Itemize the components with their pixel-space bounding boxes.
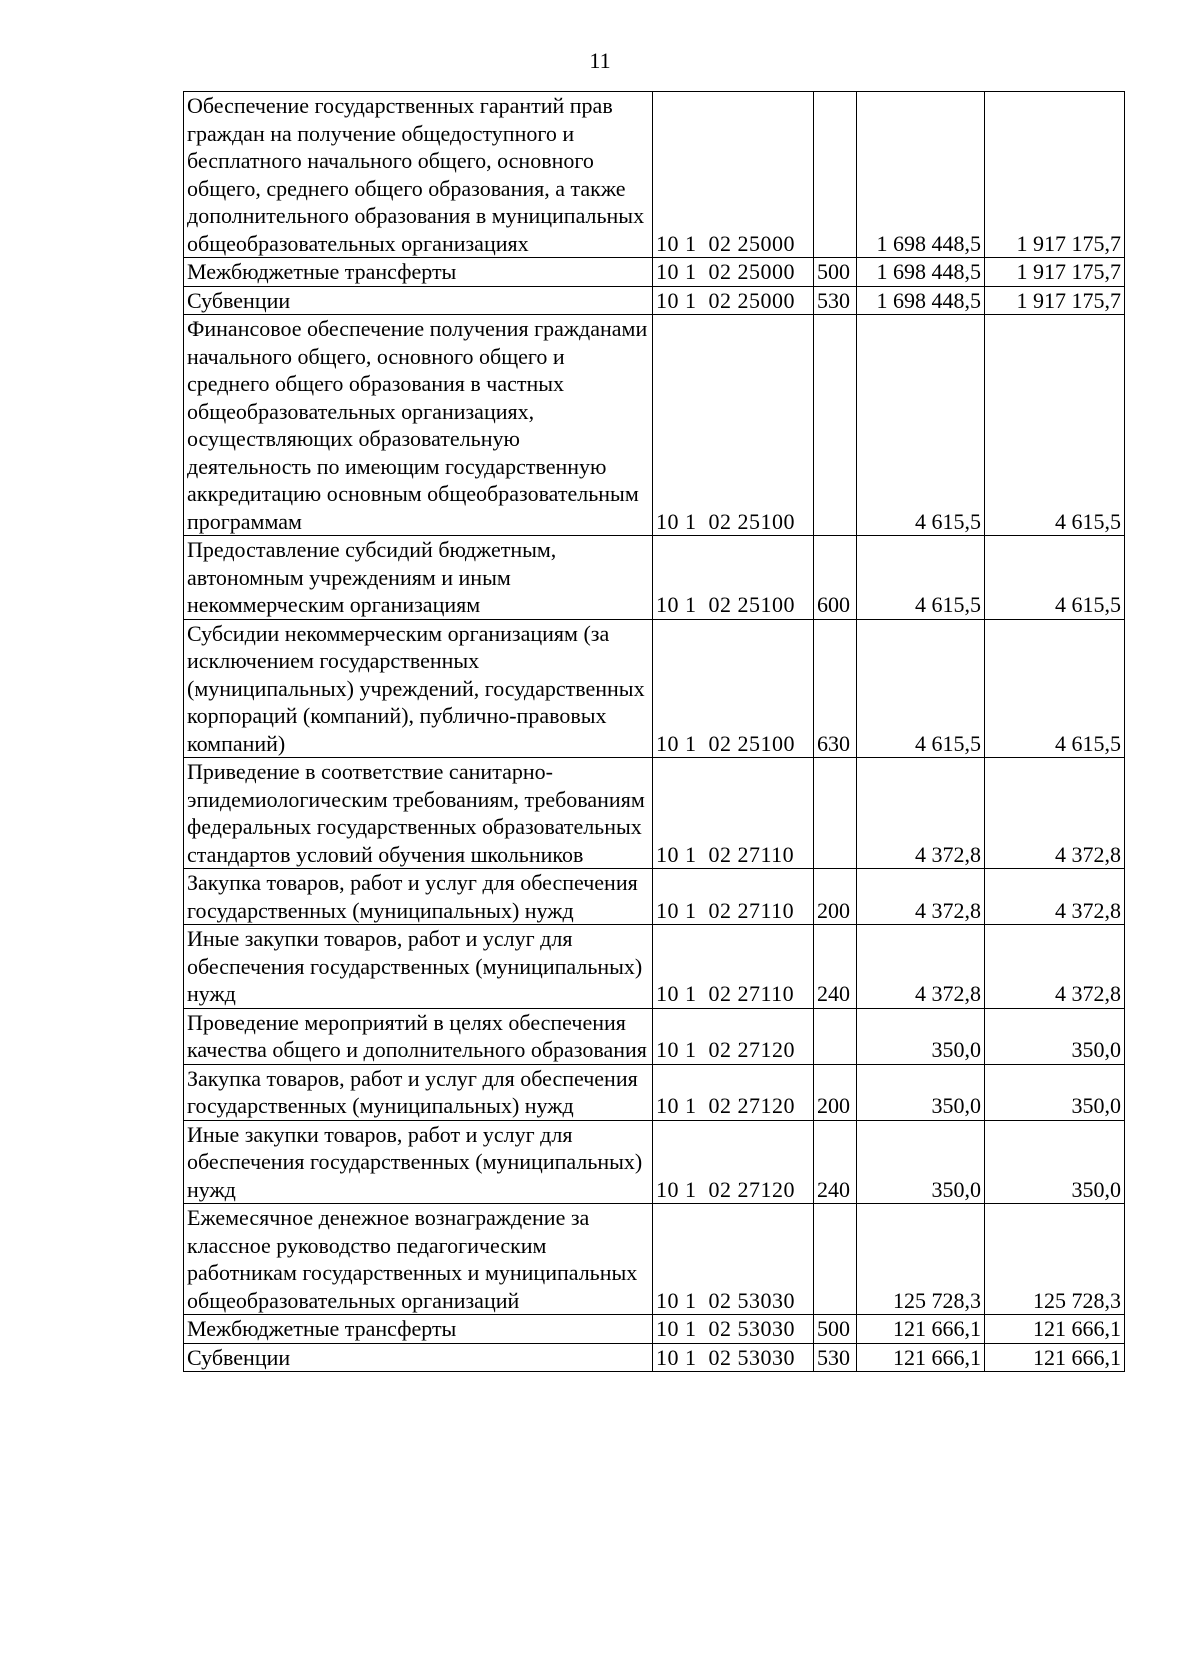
row-amount-year1-cell: 4 615,5	[857, 536, 985, 620]
table-row	[184, 1064, 1125, 1120]
table-row	[184, 536, 1125, 620]
row-amount-year1-cell: 350,0	[857, 1008, 985, 1064]
row-amount-year1-cell: 350,0	[857, 1120, 985, 1204]
row-name-cell: Субвенции	[184, 1343, 653, 1372]
table-row	[184, 758, 1125, 869]
row-name-cell: Закупка товаров, работ и услуг для обеспечения государственных (муниципальных) нужд	[184, 1064, 653, 1120]
table-row	[184, 315, 1125, 536]
row-expense-type-cell: 200	[814, 869, 857, 925]
table-row	[184, 1315, 1125, 1344]
row-amount-year2-cell: 1 917 175,7	[985, 92, 1125, 258]
row-name-cell: Иные закупки товаров, работ и услуг для обеспечения государственных (муниципальных) нужд	[184, 1120, 653, 1204]
table-row	[184, 92, 1125, 258]
row-expense-type-cell	[814, 92, 857, 258]
row-amount-year1-cell: 121 666,1	[857, 1343, 985, 1372]
row-code-cell: 10 1 02 53030	[653, 1315, 814, 1344]
row-expense-type-cell	[814, 758, 857, 869]
row-expense-type-cell	[814, 315, 857, 536]
row-amount-year2-cell: 4 615,5	[985, 315, 1125, 536]
row-expense-type-cell: 200	[814, 1064, 857, 1120]
row-amount-year2-cell: 350,0	[985, 1120, 1125, 1204]
row-expense-type-cell: 240	[814, 1120, 857, 1204]
row-expense-type-cell: 530	[814, 1343, 857, 1372]
row-code-cell: 10 1 02 27110	[653, 869, 814, 925]
row-name-cell: Приведение в соответствие санитарно-эпидемиологическим требованиям, требованиям федеральных государственных образовательных стандартов условий обучения школьников	[184, 758, 653, 869]
row-amount-year2-cell: 1 917 175,7	[985, 258, 1125, 287]
row-expense-type-cell: 500	[814, 258, 857, 287]
row-amount-year1-cell: 4 372,8	[857, 925, 985, 1009]
row-amount-year2-cell: 121 666,1	[985, 1315, 1125, 1344]
row-amount-year1-cell: 1 698 448,5	[857, 92, 985, 258]
table-row	[184, 1008, 1125, 1064]
table-row	[184, 286, 1125, 315]
table-row	[184, 1120, 1125, 1204]
table-row	[184, 258, 1125, 287]
row-name-cell: Ежемесячное денежное вознаграждение за классное руководство педагогическим работникам государственных и муниципальных общеобразовательных организаций	[184, 1204, 653, 1315]
row-name-cell: Межбюджетные трансферты	[184, 258, 653, 287]
row-name-cell: Закупка товаров, работ и услуг для обеспечения государственных (муниципальных) нужд	[184, 869, 653, 925]
row-code-cell: 10 1 02 27120	[653, 1008, 814, 1064]
row-name-cell: Межбюджетные трансферты	[184, 1315, 653, 1344]
row-expense-type-cell: 630	[814, 619, 857, 758]
row-amount-year1-cell: 1 698 448,5	[857, 258, 985, 287]
row-code-cell: 10 1 02 27110	[653, 758, 814, 869]
row-amount-year2-cell: 4 372,8	[985, 758, 1125, 869]
row-amount-year2-cell: 4 615,5	[985, 536, 1125, 620]
row-expense-type-cell	[814, 1008, 857, 1064]
row-code-cell: 10 1 02 53030	[653, 1204, 814, 1315]
row-code-cell: 10 1 02 25100	[653, 619, 814, 758]
row-code-cell: 10 1 02 27110	[653, 925, 814, 1009]
row-expense-type-cell: 600	[814, 536, 857, 620]
row-code-cell: 10 1 02 25000	[653, 258, 814, 287]
row-expense-type-cell: 240	[814, 925, 857, 1009]
row-amount-year2-cell: 4 615,5	[985, 619, 1125, 758]
row-name-cell: Субвенции	[184, 286, 653, 315]
row-code-cell: 10 1 02 27120	[653, 1120, 814, 1204]
budget-table-body	[184, 92, 1125, 1372]
row-amount-year2-cell: 4 372,8	[985, 925, 1125, 1009]
row-expense-type-cell: 530	[814, 286, 857, 315]
table-row	[184, 869, 1125, 925]
row-code-cell: 10 1 02 25100	[653, 536, 814, 620]
row-amount-year2-cell: 350,0	[985, 1008, 1125, 1064]
row-expense-type-cell	[814, 1204, 857, 1315]
row-name-cell: Обеспечение государственных гарантий прав граждан на получение общедоступного и бесплатного начального общего, основного общего, среднего общего образования, а также дополнительного образования в муниципальных общеобразовательных организациях	[184, 92, 653, 258]
row-name-cell: Предоставление субсидий бюджетным, автономным учреждениям и иным некоммерческим организациям	[184, 536, 653, 620]
row-code-cell: 10 1 02 25000	[653, 92, 814, 258]
row-amount-year2-cell: 4 372,8	[985, 869, 1125, 925]
row-code-cell: 10 1 02 25100	[653, 315, 814, 536]
row-amount-year2-cell: 1 917 175,7	[985, 286, 1125, 315]
row-amount-year2-cell: 121 666,1	[985, 1343, 1125, 1372]
row-amount-year1-cell: 4 615,5	[857, 619, 985, 758]
row-code-cell: 10 1 02 53030	[653, 1343, 814, 1372]
row-name-cell: Иные закупки товаров, работ и услуг для обеспечения государственных (муниципальных) нужд	[184, 925, 653, 1009]
row-amount-year1-cell: 125 728,3	[857, 1204, 985, 1315]
row-amount-year1-cell: 4 372,8	[857, 758, 985, 869]
row-code-cell: 10 1 02 27120	[653, 1064, 814, 1120]
row-name-cell: Проведение мероприятий в целях обеспечения качества общего и дополнительного образования	[184, 1008, 653, 1064]
row-name-cell: Субсидии некоммерческим организациям (за исключением государственных (муниципальных) учреждений, государственных корпораций (компаний), публично-правовых компаний)	[184, 619, 653, 758]
row-amount-year1-cell: 4 372,8	[857, 869, 985, 925]
row-amount-year1-cell: 1 698 448,5	[857, 286, 985, 315]
row-amount-year1-cell: 121 666,1	[857, 1315, 985, 1344]
page-number: 11	[589, 48, 611, 73]
table-row	[184, 1343, 1125, 1372]
row-amount-year1-cell: 4 615,5	[857, 315, 985, 536]
table-row	[184, 925, 1125, 1009]
row-amount-year2-cell: 350,0	[985, 1064, 1125, 1120]
budget-table	[183, 91, 1125, 1372]
table-row	[184, 619, 1125, 758]
row-code-cell: 10 1 02 25000	[653, 286, 814, 315]
table-row	[184, 1204, 1125, 1315]
row-expense-type-cell: 500	[814, 1315, 857, 1344]
row-amount-year1-cell: 350,0	[857, 1064, 985, 1120]
row-name-cell: Финансовое обеспечение получения гражданами начального общего, основного общего и среднего общего образования в частных общеобразовательных организациях, осуществляющих образовательную деятельность по имеющим государственную аккредитацию основным общеобразовательным программам	[184, 315, 653, 536]
row-amount-year2-cell: 125 728,3	[985, 1204, 1125, 1315]
